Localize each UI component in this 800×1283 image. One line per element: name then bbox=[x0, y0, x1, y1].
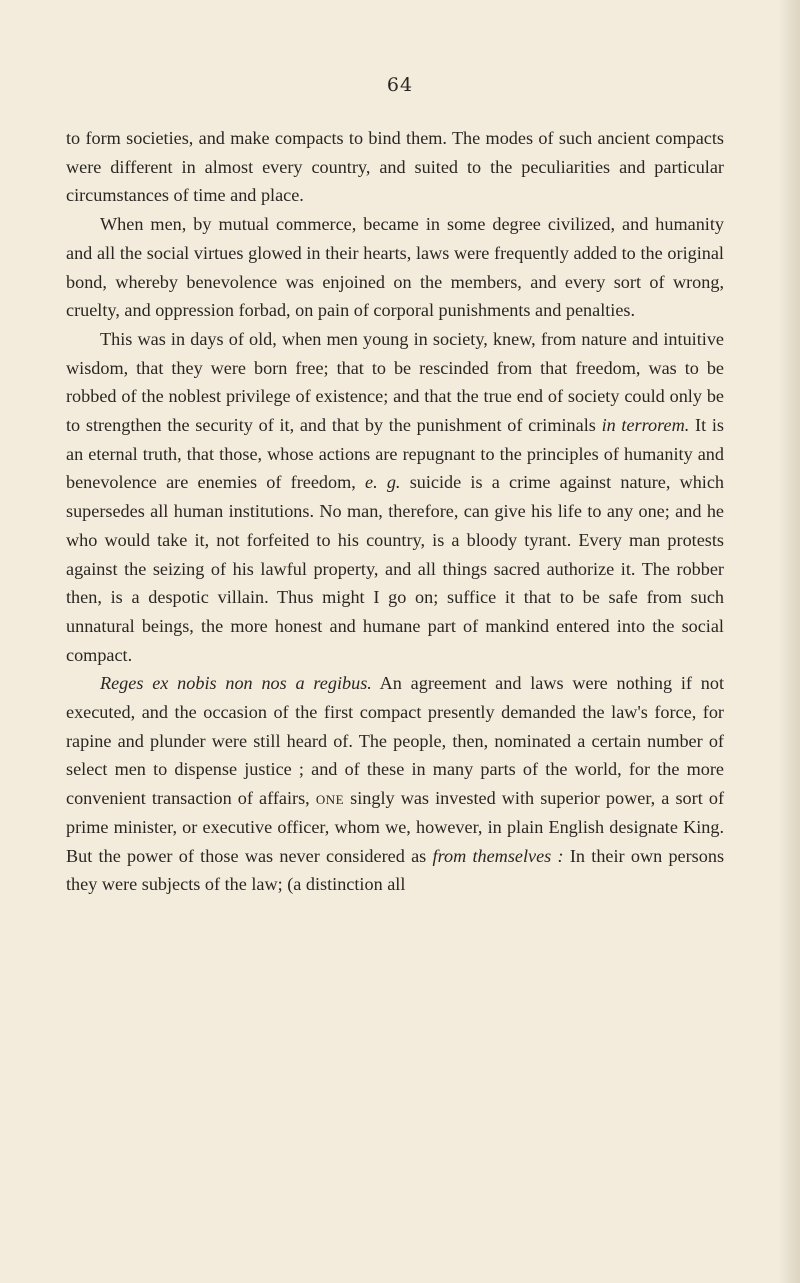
paragraph-4-italic-a: Reges ex nobis non nos a regibus. bbox=[100, 673, 372, 694]
paragraph-4 bbox=[66, 669, 724, 899]
paragraph-1 bbox=[66, 124, 724, 210]
paragraph-2-text: When men, by mutual commerce, became in some degree civilized, and humanity and all the social virtues glowed in their hearts, laws were frequently added to the original bond, whereby benevolence was enjoined on the members, and every sort of wrong, cruelty, and oppression forbad, on pain of corporal punishments and penalties. bbox=[66, 214, 724, 321]
paragraph-3-italic-b: e. g. bbox=[365, 472, 401, 493]
paragraph-4-small-caps: one bbox=[315, 788, 345, 809]
page-body-text bbox=[66, 124, 724, 899]
paragraph-4-text-b: singly was invested with superior power, a sort of prime minister, or executive officer, whom we, however, in plain English designate King. But the power of those was never considered as bbox=[66, 788, 725, 866]
paragraph-3-text-a: This was in days of old, when men young in society, knew, from nature and intuitive wisdom, that they were born free; that to be rescinded from that freedom, was to be robbed of the noblest privilege of existence; and that the true end of society could only be to strengthen the security of it, and that by the punishment of criminals bbox=[66, 328, 724, 436]
paragraph-4-italic-b: from themselves : bbox=[432, 845, 564, 866]
paragraph-1-text: to form societies, and make compacts to bind them. The modes of such ancient compacts were different in almost every country, and suited to the peculiarities and particular circumstances of time and place. bbox=[66, 128, 724, 206]
paragraph-2 bbox=[66, 210, 724, 325]
paragraph-3-italic-a: in terrorem. bbox=[601, 415, 690, 436]
page-number: 64 bbox=[386, 74, 414, 96]
paragraph-3-text-c: suicide is a crime against nature, which supersedes all human institutions. No man, therefore, can give his life to any one; and he who would take it, not forfeited to his country, is a bloody tyrant. Every man protests against the seizing of his lawful property, and all things sacred authorize it. The robber then, is a despotic villain. Thus might I go on; suffice it that to be safe from such unnatural beings, the more honest and humane part of mankind entered into the social compact. bbox=[66, 472, 725, 665]
paragraph-3 bbox=[66, 325, 724, 669]
paragraph-4-text-a: An agreement and laws were nothing if not executed, and the occasion of the first compact presently demanded the law's force, for rapine and plunder were still heard of. The people, then, nominated a certain number of select men to dispense justice ; and of these in many parts of the world, for the more convenient transaction of affairs, bbox=[66, 673, 725, 809]
paragraph-3-text-b: It is an eternal truth, that those, whose actions are repugnant to the principles of humanity and benevolence are enemies of freedom, bbox=[66, 415, 724, 493]
paragraph-4-text-c: In their own persons they were subjects of the law; (a distinction all bbox=[66, 845, 725, 895]
